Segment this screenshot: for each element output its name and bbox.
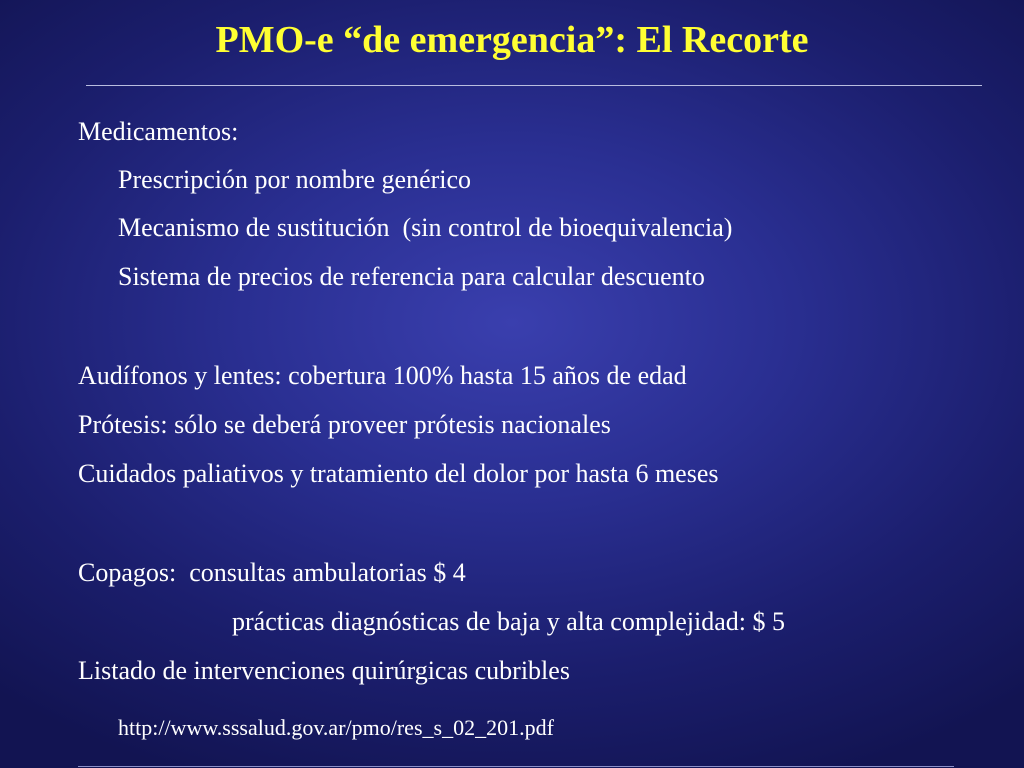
coverage-audifonos: Audífonos y lentes: cobertura 100% hasta 15 años de edad [78, 361, 687, 390]
copagos-practicas: prácticas diagnósticas de baja y alta complejidad: $ 5 [232, 607, 786, 636]
slide-title: PMO-e “de emergencia”: El Recorte [215, 19, 809, 61]
medicamentos-heading: Medicamentos: [78, 117, 239, 146]
coverage-cuidados-paliativos: Cuidados paliativos y tratamiento del dolor por hasta 6 meses [78, 459, 719, 488]
bottom-divider [78, 766, 954, 767]
medicamentos-item-sustitucion: Mecanismo de sustitución (sin control de bioequivalencia) [118, 213, 733, 242]
medicamentos-item-precios: Sistema de precios de referencia para calcular descuento [118, 262, 705, 291]
reference-url[interactable]: http://www.sssalud.gov.ar/pmo/res_s_02_201.pdf [118, 715, 554, 740]
medicamentos-item-prescripcion: Prescripción por nombre genérico [118, 165, 472, 194]
copagos-consultas: Copagos: consultas ambulatorias $ 4 [78, 558, 466, 587]
coverage-protesis: Prótesis: sólo se deberá proveer prótesis nacionales [78, 410, 611, 439]
listado-intervenciones: Listado de intervenciones quirúrgicas cubribles [78, 656, 570, 685]
title-divider [86, 85, 982, 86]
